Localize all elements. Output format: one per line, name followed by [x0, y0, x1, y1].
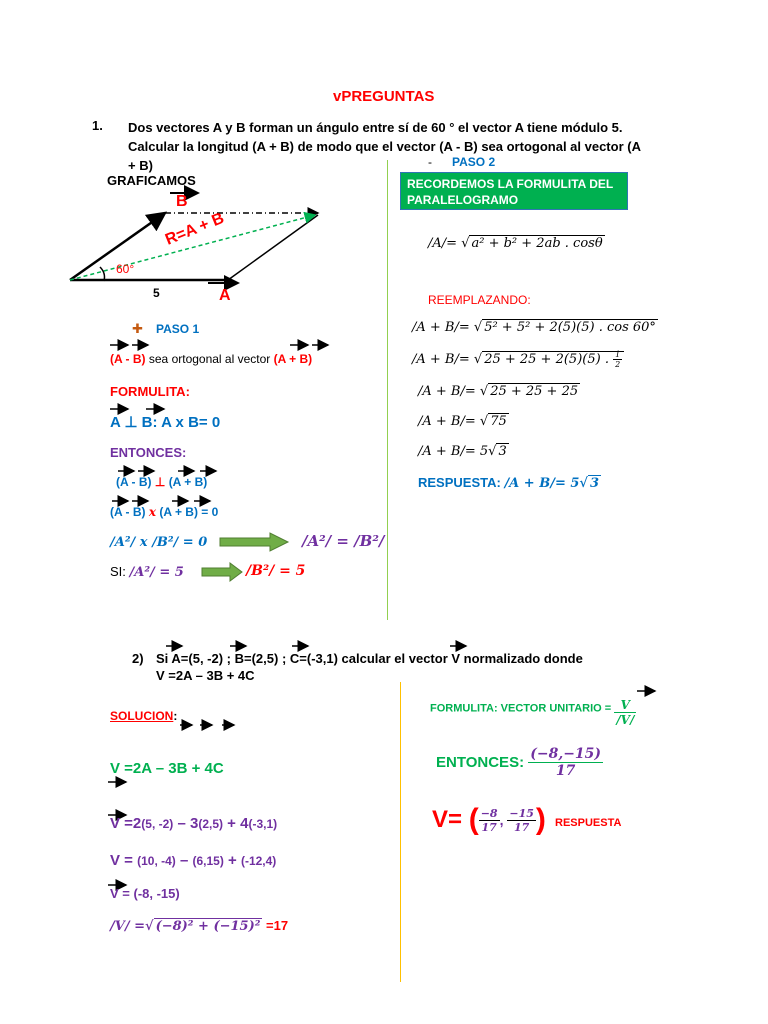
- step-5-lhs: /A + B/=: [418, 444, 480, 459]
- formulita-unit: [430, 694, 636, 727]
- eq-v-arrow: [108, 777, 138, 787]
- step-1: /A + B/= √ 5² + 5² + 2(5)(5) . cos 60°: [412, 320, 656, 335]
- modulus-lhs: /V/ =: [110, 919, 146, 934]
- step-1-lhs: /A + B/=: [412, 320, 474, 335]
- eq-sub-v: V =2: [110, 815, 142, 832]
- step-3: /A + B/= √ 25 + 25 + 25: [418, 384, 579, 399]
- final-n2: −15: [509, 806, 534, 820]
- paralelogramo-lhs: /A/=: [428, 236, 462, 251]
- question-2-line1: Si A=(5, -2) ; B=(2,5) ; C=(-3,1) calcular el vector V normalizado donde: [156, 651, 583, 666]
- final-frac-2: [507, 807, 536, 834]
- dot-a: (A - B): [110, 505, 146, 519]
- step-2-fraction: [613, 350, 622, 369]
- eq-expand-v: V =: [110, 852, 138, 869]
- eq-v: V =2A – 3B + 4C: [110, 760, 224, 777]
- eq-result: V = (-8, -15): [110, 886, 180, 901]
- entonces-2-label: ENTONCES:: [436, 754, 529, 771]
- step-2-den: 2: [615, 360, 621, 369]
- q2-overarrows: [160, 641, 660, 651]
- eq-sub-a: (5, -2): [141, 817, 174, 831]
- perp-a: (A - B): [116, 475, 152, 489]
- overarrows-row1: [110, 340, 350, 350]
- green-arrow-1: [220, 533, 290, 551]
- equation-1-text: /A²/ x /B²/ = 0: [110, 535, 208, 550]
- si-equation: /A²/ = 5: [129, 565, 184, 580]
- step-2-lhs: /A + B/=: [412, 352, 474, 367]
- step-2-num: 1: [615, 350, 621, 359]
- eq-sub: [110, 815, 277, 832]
- step-4: /A + B/= √ 75: [418, 414, 507, 429]
- eq-expand-c: (-12,4): [240, 854, 277, 868]
- entonces-2-num: (−8,−15): [530, 746, 602, 762]
- diagram-label-r: R=A + B: [163, 209, 227, 249]
- respuesta-1-sqrt: 3: [589, 476, 600, 491]
- paso1-icon: ✚: [132, 321, 143, 336]
- step-3-sqrt: 25 + 25 + 25: [490, 384, 579, 399]
- modulus-rhs: =17: [262, 918, 289, 933]
- formulita-unit-fraction: [614, 698, 636, 727]
- step-2-sqrt: [482, 351, 624, 367]
- respuesta-1: RESPUESTA: /A + B/= 5√ 3: [418, 475, 600, 491]
- formulita-unit-label: FORMULITA: VECTOR UNITARIO =: [430, 702, 615, 715]
- entonces-2-fraction: [528, 746, 603, 779]
- diagram-label-b: B: [176, 193, 188, 210]
- final-answer: V= ( $\frac{-8}{17}$ , $\frac{-15}{17}$ ): [432, 803, 546, 836]
- entonces-2-den: 17: [555, 763, 576, 779]
- final-frac-1: [479, 807, 500, 834]
- paso1-line1: [110, 352, 312, 366]
- solucion-label: [110, 709, 177, 723]
- paso2-label: PASO 2: [452, 155, 496, 169]
- perpendicular-formula: A ⊥ B: A x B= 0: [110, 414, 221, 431]
- paso2-dash: -: [428, 155, 432, 169]
- perp-b: (A + B): [168, 475, 208, 489]
- column-divider-1: [387, 160, 388, 620]
- modulus-line: /V/ =√ (−8)² + (−15)² =17: [110, 918, 289, 934]
- step-1-sqrt: 5² + 5² + 2(5)(5) . cos 60°: [484, 320, 656, 335]
- paralelogramo-sqrt: a² + b² + 2ab . cosθ: [471, 236, 603, 251]
- step-4-sqrt: 75: [490, 414, 507, 429]
- solucion-colon: :: [173, 709, 178, 723]
- si-label: SI:: [110, 564, 130, 579]
- step-2: /A + B/= √ 25 + 25 + 2(5)(5) . $\frac{1}{2}$: [412, 350, 624, 369]
- formulita-label: FORMULITA:: [110, 384, 190, 399]
- eq-sub-c: (-3,1): [248, 817, 278, 831]
- step-5: /A + B/= 5√ 3: [418, 444, 507, 459]
- step-3-lhs: /A + B/=: [418, 384, 480, 399]
- dot-expression: [110, 505, 218, 519]
- paso1-label: PASO 1: [156, 322, 200, 336]
- step-2-body: 25 + 25 + 2(5)(5) .: [484, 352, 614, 367]
- diagram-angle: 60°: [116, 262, 135, 276]
- reemplazando-label: REEMPLAZANDO:: [428, 293, 531, 307]
- question-1-number: 1.: [92, 118, 103, 133]
- eq-expand-m: –: [175, 852, 193, 869]
- si-result: /B²/ = 5: [246, 563, 306, 579]
- eq-expand-p: +: [223, 852, 241, 869]
- question-2-number: 2): [132, 651, 144, 666]
- question-2-line2: V =2A – 3B + 4C: [156, 668, 255, 683]
- solucion-overarrows: [180, 720, 250, 730]
- paso1-line1-b: (A + B): [273, 352, 313, 366]
- paso1-line1-mid: sea ortogonal al vector: [145, 352, 274, 366]
- final-v: V=: [432, 806, 469, 833]
- formulita-unit-den: /V/: [616, 713, 635, 727]
- question-1-text: Dos vectores A y B forman un ángulo entre sí de 60 ° el vector A tiene módulo 5. Calcular la longitud (A + B) de modo que el vector (A - B) sea ortogonal al vector (A + B): [128, 120, 641, 173]
- eq-sub-b: (2,5): [198, 817, 224, 831]
- solucion-text: SOLUCION: [110, 709, 174, 723]
- paso1-line1-a: (A - B): [110, 352, 146, 366]
- final-d2: 17: [513, 820, 530, 834]
- dot-x: x: [148, 505, 157, 519]
- page-title: vPREGUNTAS: [333, 88, 435, 105]
- step-4-lhs: /A + B/=: [418, 414, 480, 429]
- final-n1: −8: [480, 806, 498, 820]
- parallel-right-line: [228, 215, 318, 280]
- respuesta-1-lhs: /A + B/= 5: [504, 476, 580, 491]
- paralelogramo-formula: /A/= √ a² + b² + 2ab . cosθ: [428, 236, 603, 251]
- vector-diagram: [60, 185, 340, 315]
- dot-b: (A + B) = 0: [159, 505, 219, 519]
- perp-expression: [116, 475, 207, 489]
- diagram-length: 5: [153, 286, 160, 300]
- entonces-label: ENTONCES:: [110, 445, 187, 460]
- eq-sub-m3: – 3: [173, 815, 199, 832]
- step-5-sqrt: 3: [498, 444, 507, 459]
- equation-1-result: /A²/ = /B²/: [302, 532, 385, 550]
- entonces-2: [436, 746, 603, 779]
- equation-1: [110, 534, 207, 550]
- step-5-pre: 5: [479, 444, 489, 459]
- perp-symbol: ⊥: [154, 475, 166, 489]
- column-divider-2: [400, 682, 401, 982]
- eq-expand-b: (6,15): [192, 854, 224, 868]
- formulita-unit-arrow: [637, 686, 661, 696]
- eq-expand: [110, 852, 276, 869]
- paralelogramo-box: RECORDEMOS LA FORMULITA DEL PARALELOGRAMO: [400, 172, 628, 210]
- si-line: [110, 564, 184, 580]
- modulus-sqrt: (−8)² + (−15)²: [155, 919, 261, 934]
- final-d1: 17: [481, 820, 497, 834]
- respuesta-1-label: RESPUESTA:: [418, 475, 505, 490]
- respuesta-2: RESPUESTA: [555, 817, 622, 829]
- graficamos-label: GRAFICAMOS: [107, 173, 196, 188]
- formulita-unit-num: V: [614, 698, 636, 713]
- eq-expand-a: (10, -4): [137, 854, 176, 868]
- diagram-label-a: A: [219, 287, 231, 304]
- eq-sub-p4: + 4: [223, 815, 249, 832]
